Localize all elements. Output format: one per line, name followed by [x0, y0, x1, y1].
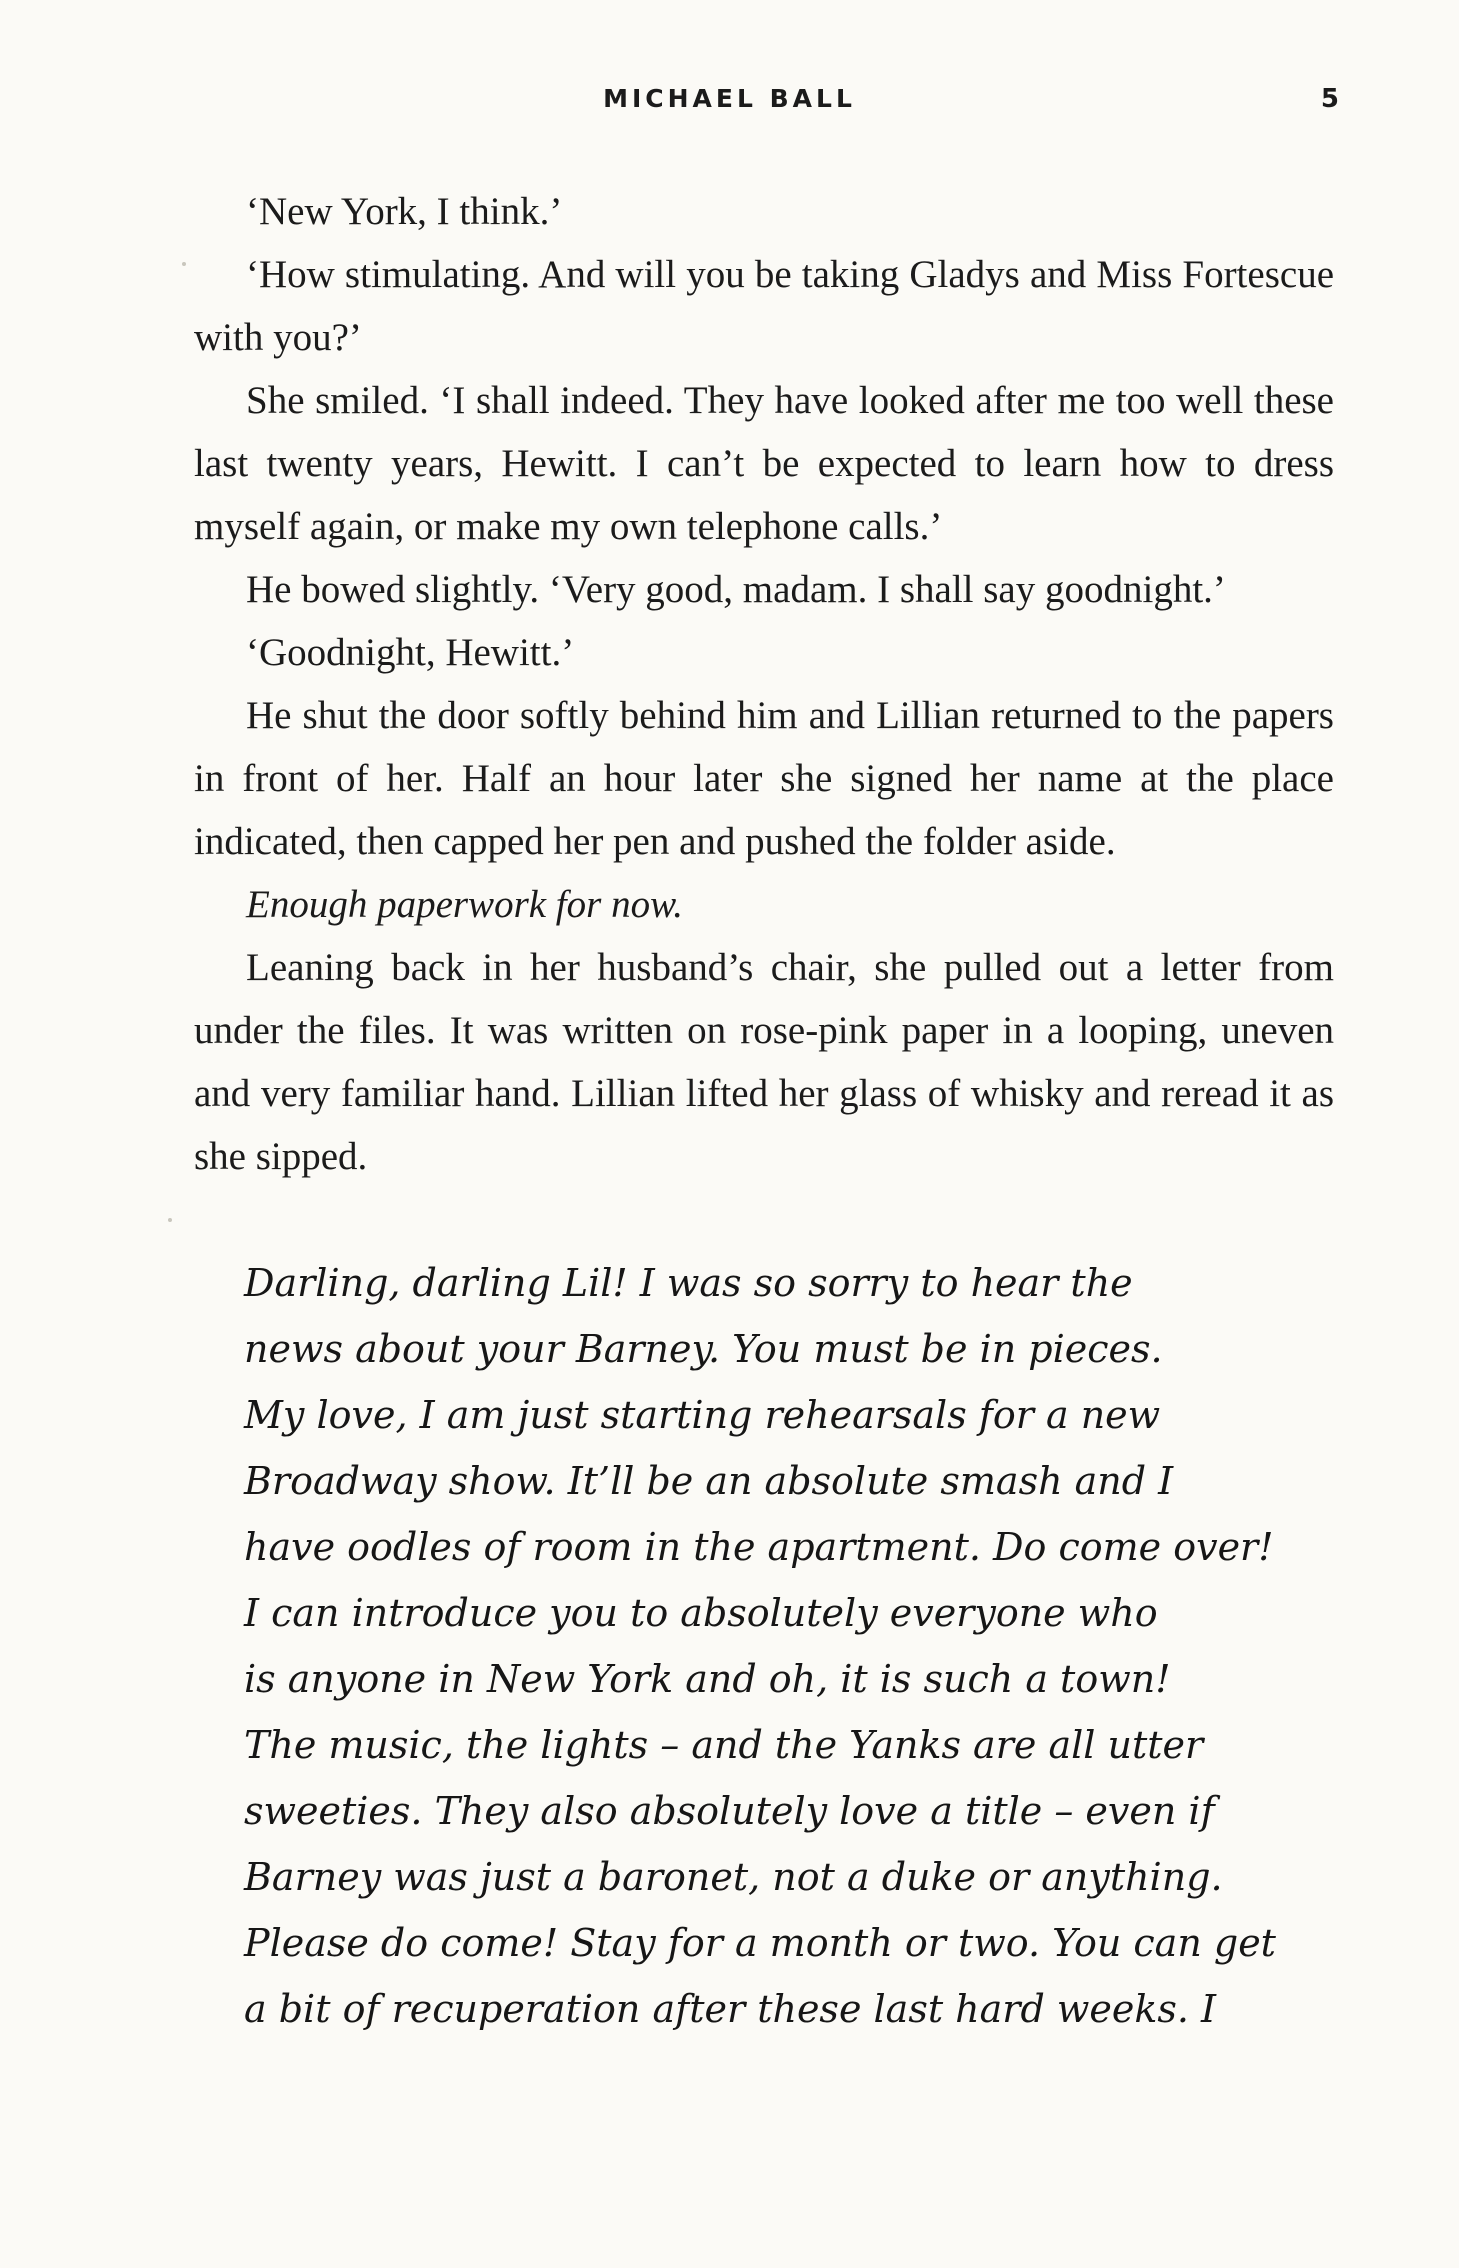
letter-line: Please do come! Stay for a month or two. You can get [244, 1921, 1276, 1965]
italic-thought: Enough paperwork for now. [246, 883, 683, 926]
paragraph: ‘New York, I think.’ [246, 190, 563, 233]
paragraph: ‘How stimulating. And will you be taking Gladys and Miss Fortescue with you?’ [194, 253, 1334, 359]
handwritten-letter [244, 1250, 1294, 2042]
letter-line: I can introduce you to absolutely everyone who [244, 1591, 1158, 1635]
letter-line: sweeties. They also absolutely love a title – even if [244, 1789, 1215, 1833]
paper-speck [168, 1218, 172, 1222]
paragraph: He bowed slightly. ‘Very good, madam. I shall say goodnight.’ [246, 568, 1226, 611]
letter-line: Barney was just a baronet, not a duke or anything. [244, 1855, 1223, 1899]
page-number: 5 [1320, 84, 1339, 114]
paragraph: Leaning back in her husband’s chair, she pulled out a letter from under the files. It was written on rose-pink paper in a looping, uneven and very familiar hand. Lillian lifted her glass of whisky and reread it as she sipped. [194, 946, 1334, 1178]
letter-line: is anyone in New York and oh, it is such a town! [244, 1657, 1171, 1701]
body-text [194, 180, 1334, 1188]
letter-line: Broadway show. It’ll be an absolute smash and I [244, 1459, 1174, 1503]
letter-line: The music, the lights – and the Yanks are all utter [244, 1723, 1204, 1767]
paragraph: She smiled. ‘I shall indeed. They have looked after me too well these last twenty years, Hewitt. I can’t be expected to learn how to dress myself again, or make my own telephone calls.’ [194, 379, 1334, 548]
paper-speck [182, 262, 186, 266]
running-head: MICHAEL BALL [603, 84, 856, 113]
letter-line: have oodles of room in the apartment. Do come over! [244, 1525, 1274, 1569]
page-header [0, 84, 1459, 124]
letter-line: a bit of recuperation after these last hard weeks. I [244, 1987, 1217, 2031]
paragraph: ‘Goodnight, Hewitt.’ [246, 631, 575, 674]
letter-line: news about your Barney. You must be in pieces. [244, 1327, 1163, 1371]
letter-line: My love, I am just starting rehearsals for a new [244, 1393, 1161, 1437]
letter-line: Darling, darling Lil! I was so sorry to hear the [244, 1261, 1133, 1305]
paragraph: He shut the door softly behind him and Lillian returned to the papers in front of her. Half an hour later she signed her name at the place indicated, then capped her pen and pushed the folder aside. [194, 694, 1334, 863]
